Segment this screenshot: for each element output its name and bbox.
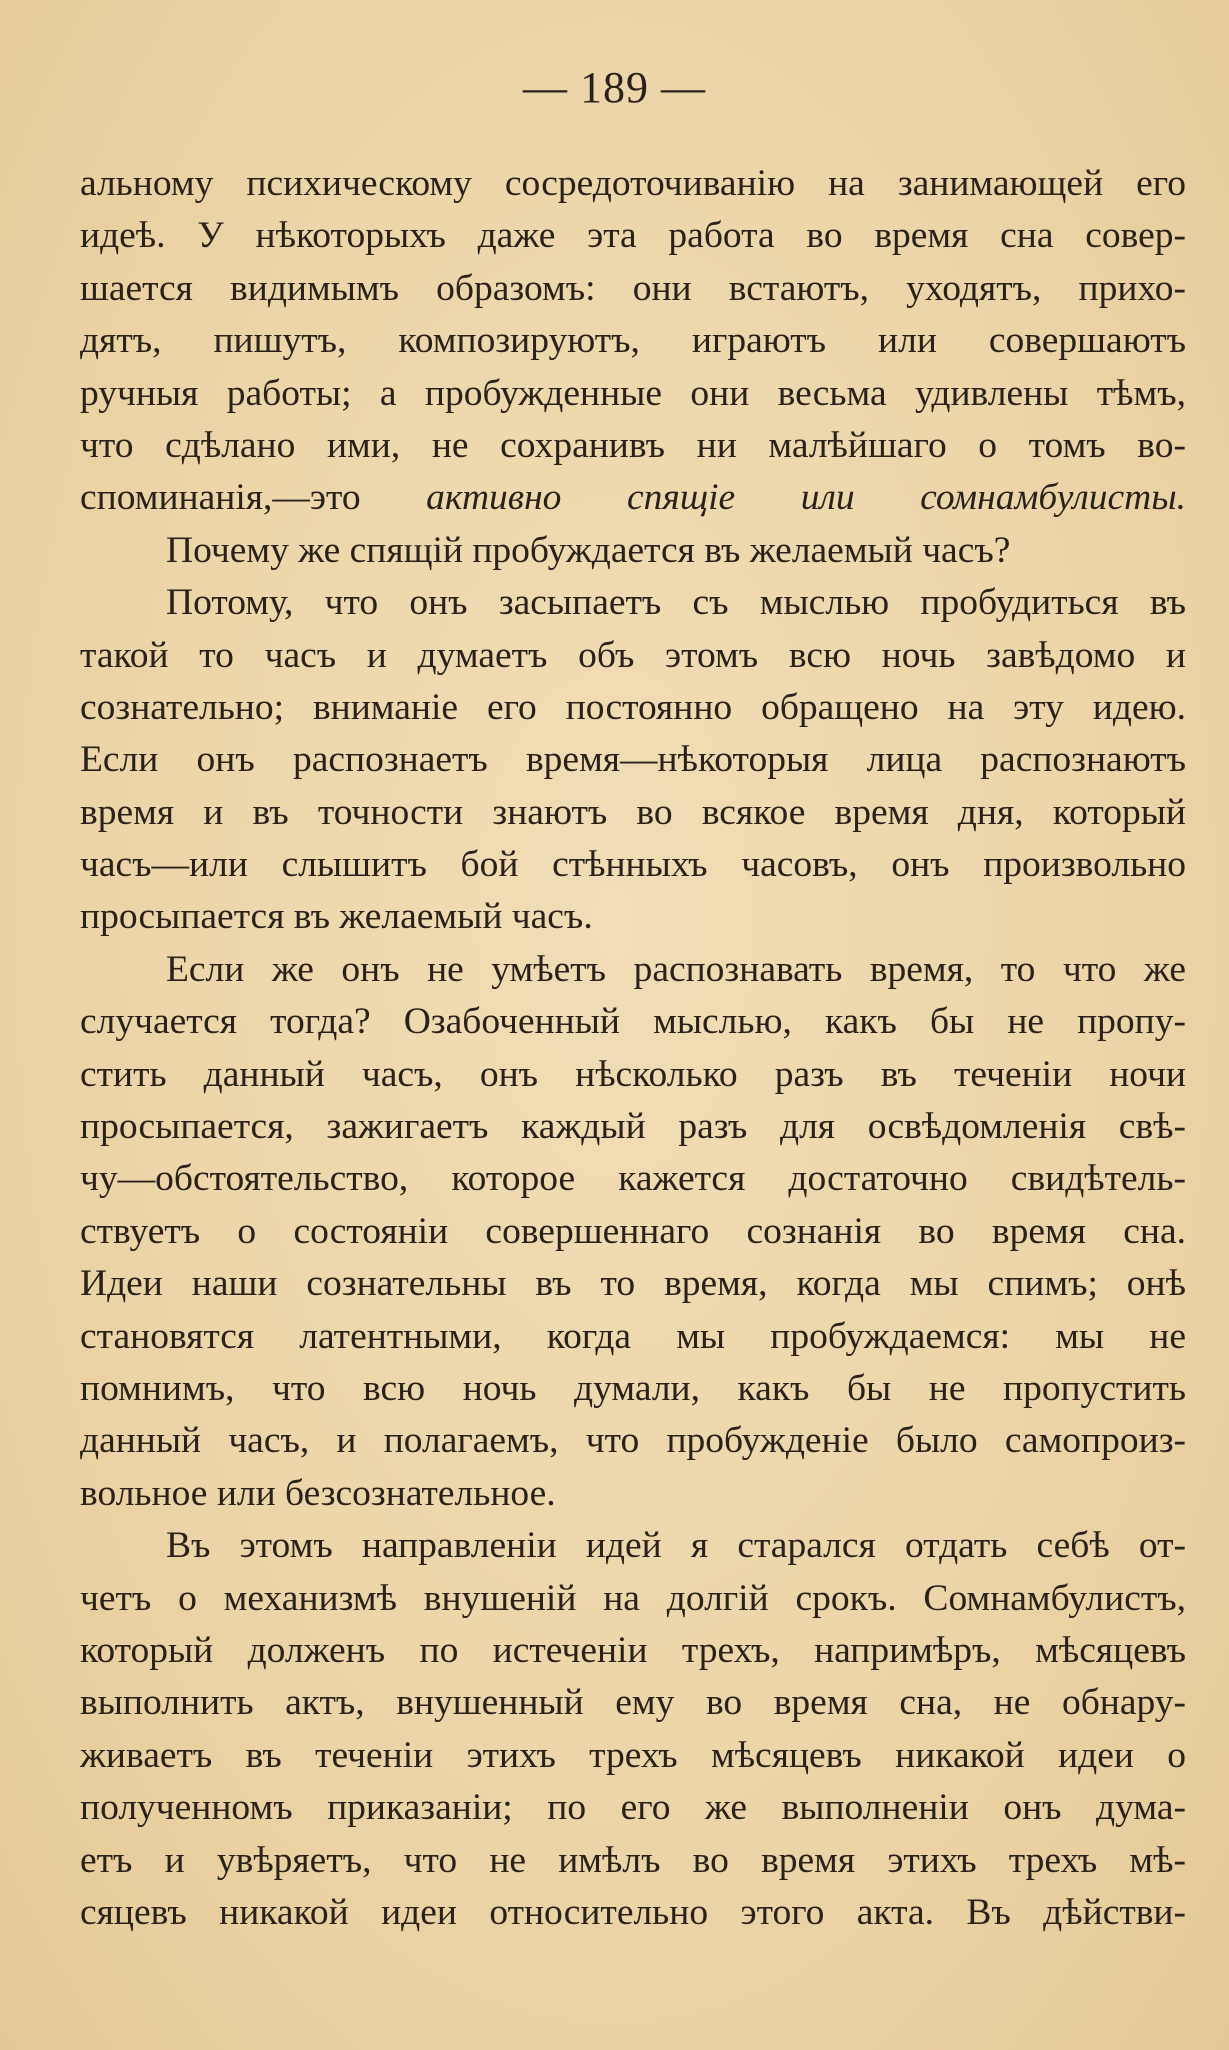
text-line: просыпается, зажигаетъ каждый разъ для освѣдомленія свѣ- bbox=[80, 1106, 1186, 1148]
text-line: сяцевъ никакой идеи относительно этого акта. Въ дѣйстви- bbox=[80, 1891, 1186, 1933]
text-line: идеѣ. У нѣкоторыхъ даже эта работа во время сна совер- bbox=[80, 215, 1186, 257]
text-line: такой то часъ и думаетъ объ этомъ всю ночь завѣдомо и bbox=[80, 634, 1186, 676]
text-line: альному психическому сосредоточиванію на занимающей его bbox=[80, 163, 1186, 204]
text-line: стить данный часъ, онъ нѣсколько разъ въ теченіи ночи bbox=[80, 1053, 1186, 1095]
text-line bbox=[80, 472, 1186, 524]
text-line: помнимъ, что всю ночь думали, какъ бы не пропустить bbox=[80, 1367, 1186, 1409]
italic-term: активно спящіе или сомнамбулисты. bbox=[426, 477, 1186, 519]
paragraph bbox=[80, 1520, 1186, 1939]
text-line: шается видимымъ образомъ: они встаютъ, уходятъ, прихо- bbox=[80, 267, 1186, 309]
text-line: данный часъ, и полагаемъ, что пробужденіе было самопроиз- bbox=[80, 1420, 1186, 1462]
text-line: дятъ, пишутъ, композируютъ, играютъ или совершаютъ bbox=[80, 320, 1186, 362]
text-line: что сдѣлано ими, не сохранивъ ни малѣйшаго о томъ во- bbox=[80, 424, 1186, 466]
text-line: полученномъ приказаніи; по его же выполненіи онъ дума- bbox=[80, 1787, 1186, 1829]
paragraph bbox=[80, 577, 1186, 944]
text-line: просыпается въ желаемый часъ. bbox=[80, 896, 593, 938]
text-line: Почему же спящій пробуждается въ желаемый часъ? bbox=[166, 529, 1011, 571]
paragraph bbox=[80, 944, 1186, 1520]
text-line: часъ—или слышитъ бой стѣнныхъ часовъ, онъ произвольно bbox=[80, 844, 1186, 886]
text-line: Въ этомъ направленіи идей я старался отдать себѣ от- bbox=[166, 1525, 1186, 1567]
text-line: живаетъ въ теченіи этихъ трехъ мѣсяцевъ никакой идеи о bbox=[80, 1734, 1186, 1776]
text-line: выполнить актъ, внушенный ему во время сна, не обнару- bbox=[80, 1682, 1186, 1724]
text-line: Если же онъ не умѣетъ распознавать время, то что же bbox=[166, 948, 1186, 990]
text-line: вольное или безсознательное. bbox=[80, 1472, 556, 1514]
paragraph bbox=[80, 525, 1186, 577]
text-line: чу—обстоятельство, которое кажется достаточно свидѣтель- bbox=[80, 1158, 1186, 1200]
text-line: случается тогда? Озабоченный мыслью, какъ бы не пропу- bbox=[80, 1001, 1186, 1043]
text-line: ствуетъ о состояніи совершеннаго сознанія во время сна. bbox=[80, 1210, 1186, 1252]
body-text bbox=[80, 158, 1186, 1939]
page-number: — 189 — bbox=[523, 63, 706, 112]
text-line: етъ и увѣряетъ, что не имѣлъ во время этихъ трехъ мѣ- bbox=[80, 1839, 1186, 1881]
text-line: Если онъ распознаетъ время—нѣкоторыя лица распознаютъ bbox=[80, 739, 1186, 781]
text-line: Потому, что онъ засыпаетъ съ мыслью пробудиться въ bbox=[166, 582, 1186, 624]
text-line: становятся латентными, когда мы пробуждаемся: мы не bbox=[80, 1315, 1186, 1357]
text-line: ручныя работы; а пробужденные они весьма удивлены тѣмъ, bbox=[80, 372, 1186, 414]
paragraph bbox=[80, 158, 1186, 525]
text-line: Идеи наши сознательны въ то время, когда мы спимъ; онѣ bbox=[80, 1263, 1186, 1305]
text-line: время и въ точности знаютъ во всякое время дня, который bbox=[80, 791, 1186, 833]
text-line: сознательно; вниманіе его постоянно обращено на эту идею. bbox=[80, 686, 1186, 728]
text-line: который долженъ по истеченіи трехъ, напримѣръ, мѣсяцевъ bbox=[80, 1629, 1186, 1671]
text-plain: споминанія,—это bbox=[80, 477, 427, 519]
text-line: четъ о механизмѣ внушеній на долгій срокъ. Сомнамбулистъ, bbox=[80, 1577, 1186, 1619]
